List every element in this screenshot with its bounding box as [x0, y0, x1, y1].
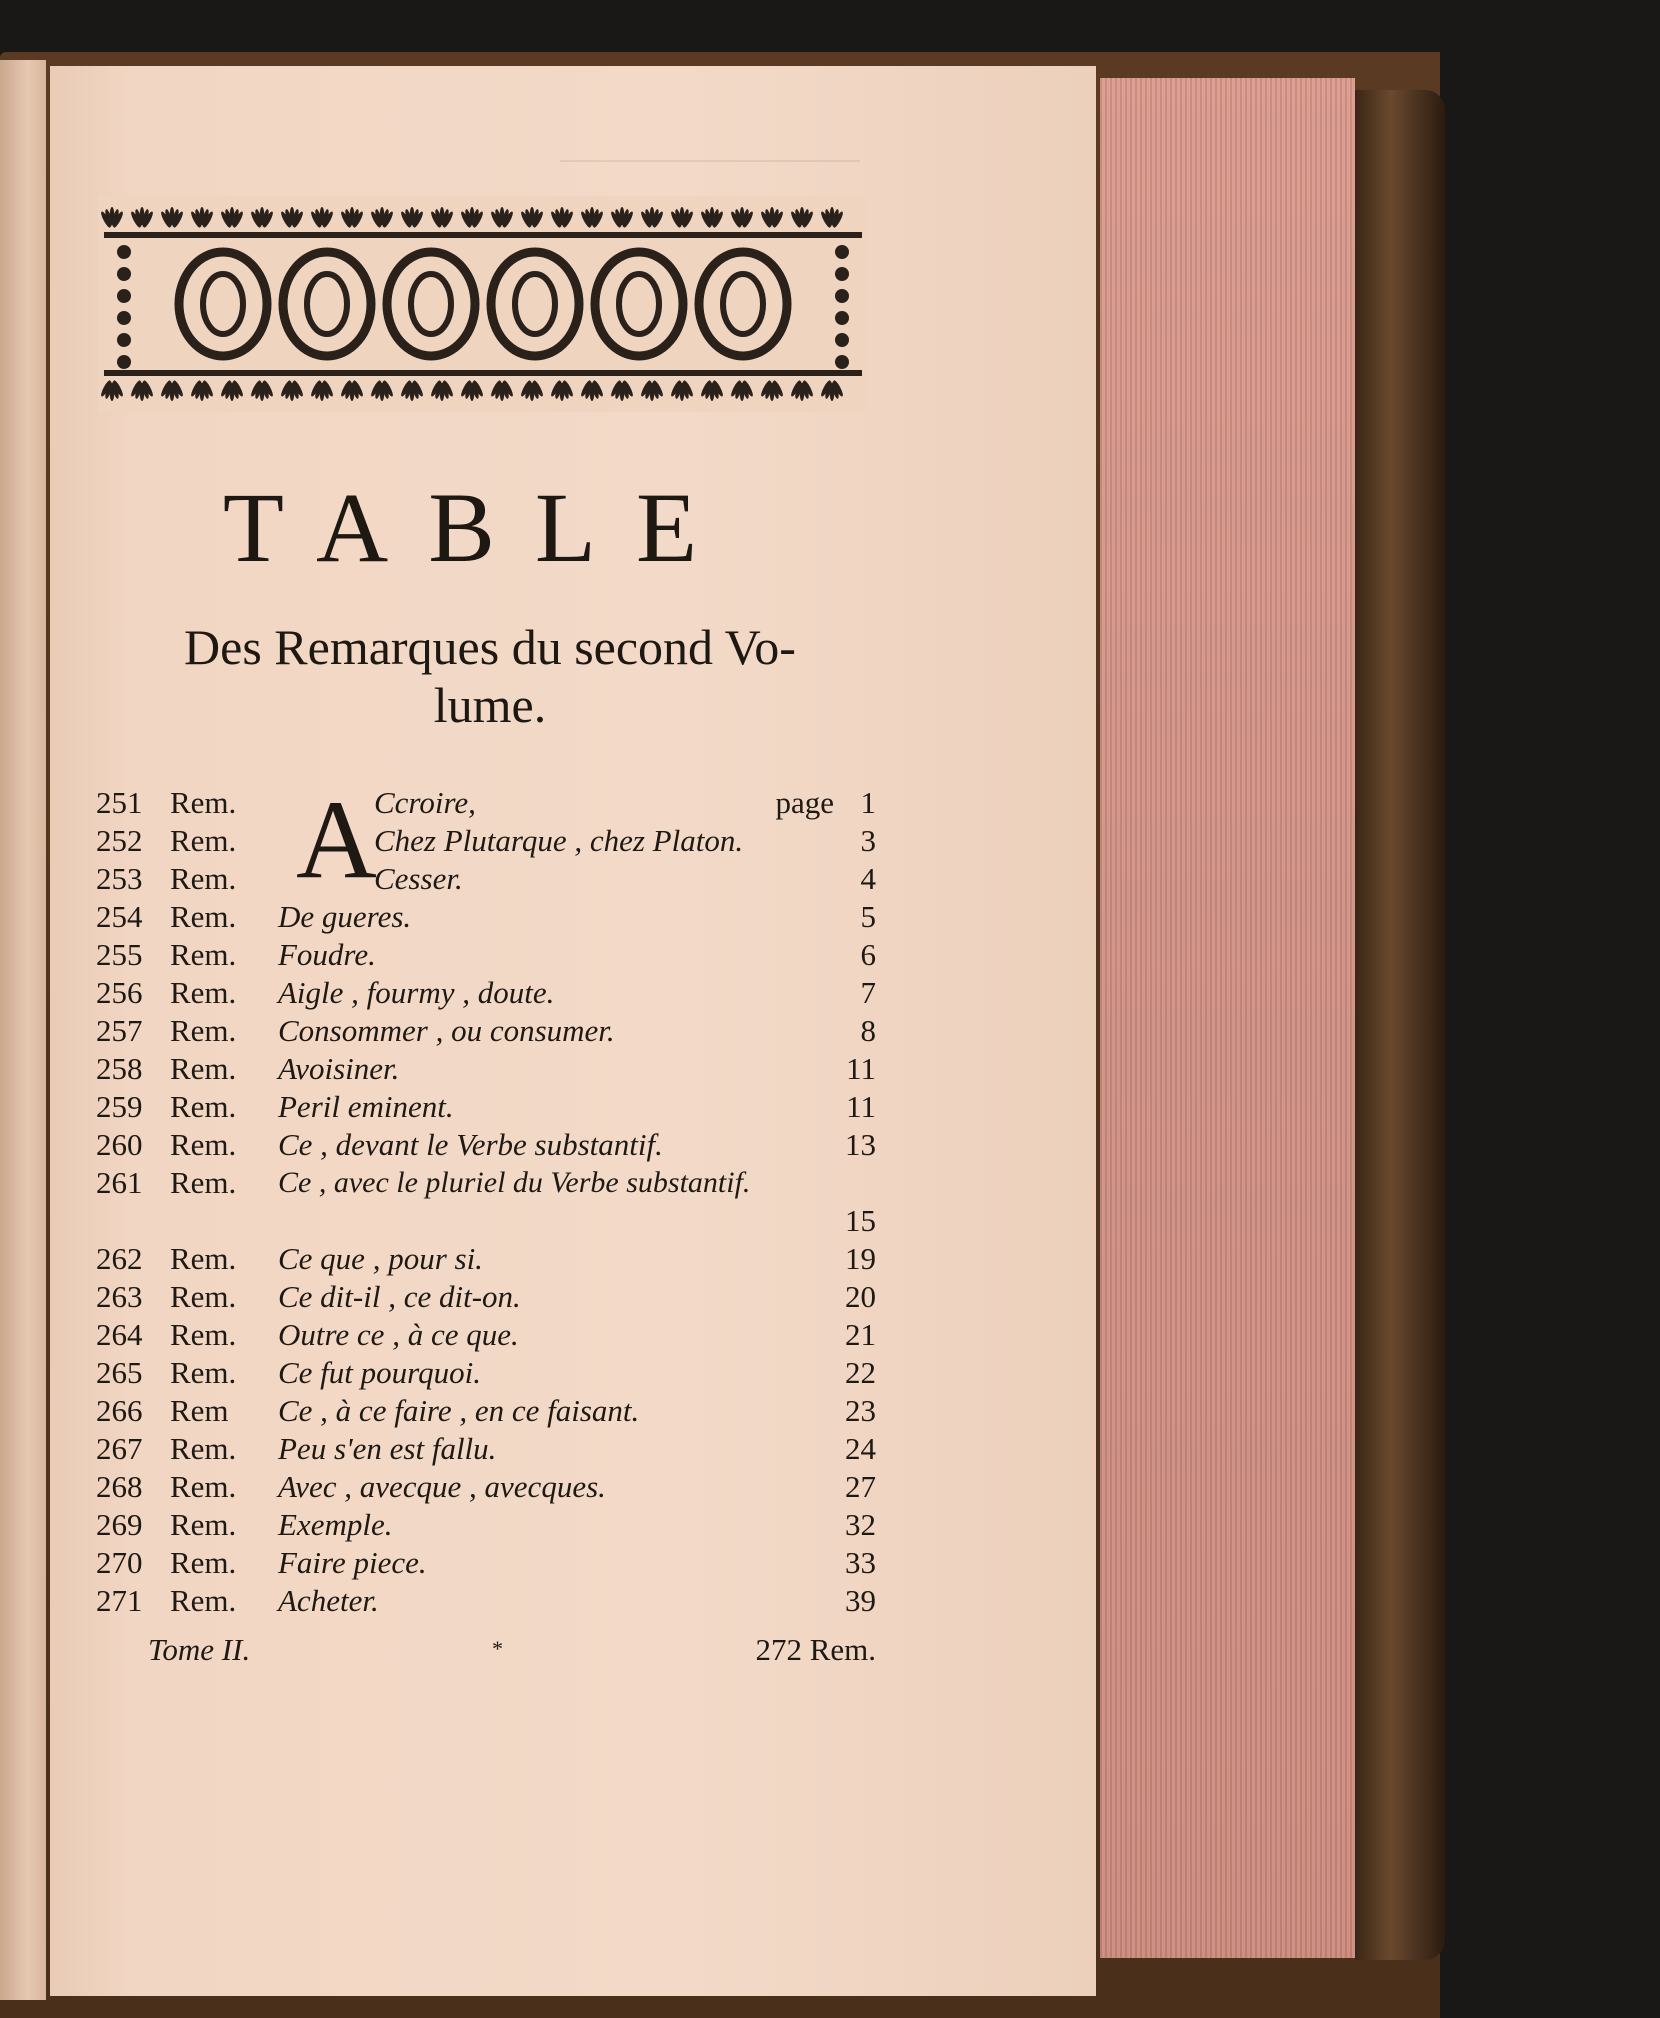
remark-number: 263	[96, 1279, 143, 1314]
remark-topic: Ce , avec le pluriel du Verbe substantif.	[278, 1166, 751, 1199]
remark-label: Rem.	[170, 1013, 237, 1048]
remark-number: 268	[96, 1469, 143, 1504]
remark-number: 258	[96, 1051, 143, 1086]
show-through-texture	[560, 140, 860, 162]
table-row	[96, 1392, 876, 1430]
remark-topic: Foudre.	[278, 937, 376, 972]
table-row	[96, 1088, 876, 1126]
remark-number: 262	[96, 1241, 143, 1276]
table-row	[96, 1278, 876, 1316]
page-number: 13	[845, 1127, 876, 1162]
page-number: 3	[860, 823, 876, 858]
page-number: 20	[845, 1279, 876, 1314]
remark-label: Rem.	[170, 937, 237, 972]
table-row	[96, 898, 876, 936]
remark-label: Rem.	[170, 1317, 237, 1352]
page-number: 22	[845, 1355, 876, 1390]
remark-number: 269	[96, 1507, 143, 1542]
cover-edge	[1355, 90, 1445, 1960]
page-number: 7	[860, 975, 876, 1010]
page-number: 39	[845, 1583, 876, 1618]
remark-number: 251	[96, 785, 143, 820]
table-row	[96, 1506, 876, 1544]
volume-label: Tome II.	[148, 1632, 251, 1667]
table-row	[96, 1012, 876, 1050]
page-block-edges	[1100, 78, 1355, 1958]
remark-topic: Avoisiner.	[278, 1051, 400, 1086]
remark-topic: Acheter.	[278, 1583, 379, 1618]
remark-label: Rem.	[170, 1431, 237, 1466]
table-row	[96, 1240, 876, 1278]
page-number: 23	[845, 1393, 876, 1428]
page-number: 32	[845, 1507, 876, 1542]
remark-topic: Ce fut pourquoi.	[278, 1355, 481, 1390]
page-number: 21	[845, 1317, 876, 1352]
remark-label: Rem.	[170, 899, 237, 934]
table-row	[96, 1050, 876, 1088]
table-row	[96, 936, 876, 974]
headpiece-ornament-svg	[98, 196, 868, 412]
remark-number: 260	[96, 1127, 143, 1162]
remark-label: Rem.	[170, 975, 237, 1010]
remark-label: Rem.	[170, 1127, 237, 1162]
remark-topic: Exemple.	[278, 1507, 393, 1542]
remark-number: 255	[96, 937, 143, 972]
page-footer	[100, 1632, 876, 1676]
table-row	[96, 1126, 876, 1164]
remark-number: 266	[96, 1393, 143, 1428]
remark-label: Rem.	[170, 1545, 237, 1580]
subtitle-line-1: Des Remarques du second Vo-	[184, 619, 796, 675]
remark-topic: Avec , avecque , avecques.	[278, 1469, 606, 1504]
remark-number: 265	[96, 1355, 143, 1390]
page-subtitle	[100, 618, 880, 734]
signature-mark: *	[492, 1636, 503, 1661]
table-row	[96, 784, 876, 822]
table-row	[96, 1354, 876, 1392]
remark-number: 267	[96, 1431, 143, 1466]
remark-topic: Faire piece.	[278, 1545, 427, 1580]
drop-cap: A	[296, 778, 377, 902]
page-number: 11	[846, 1051, 876, 1086]
remark-topic: Ccroire,	[374, 785, 476, 820]
subtitle-line-2: lume.	[433, 677, 547, 733]
table-row	[96, 1468, 876, 1506]
page-number: 6	[860, 937, 876, 972]
remark-topic: Aigle , fourmy , doute.	[278, 975, 555, 1010]
remark-topic: Chez Plutarque , chez Platon.	[374, 823, 744, 858]
remark-label: Rem.	[170, 1279, 237, 1314]
remark-topic: Outre ce , à ce que.	[278, 1317, 519, 1352]
page-number: 27	[845, 1469, 876, 1504]
remark-label: Rem.	[170, 1165, 237, 1200]
remark-label: Rem	[170, 1393, 229, 1428]
remark-topic: Ce dit-il , ce dit-on.	[278, 1279, 521, 1314]
remark-label: Rem.	[170, 1507, 237, 1542]
remark-label: Rem.	[170, 823, 237, 858]
remark-number: 253	[96, 861, 143, 896]
page-number: 19	[845, 1241, 876, 1276]
page-number: 4	[860, 861, 876, 896]
page-title: TABLE	[222, 472, 738, 583]
remark-label: Rem.	[170, 785, 237, 820]
remark-number: 252	[96, 823, 143, 858]
catchword: 272 Rem.	[755, 1632, 876, 1667]
page-number: 15	[845, 1203, 876, 1238]
remark-number: 264	[96, 1317, 143, 1352]
remark-label: Rem.	[170, 1089, 237, 1124]
remark-label: Rem.	[170, 1241, 237, 1276]
remark-label: Rem.	[170, 861, 237, 896]
remark-number: 257	[96, 1013, 143, 1048]
table-row	[96, 974, 876, 1012]
remark-label: Rem.	[170, 1469, 237, 1504]
page-number: 8	[860, 1013, 876, 1048]
remark-number: 256	[96, 975, 143, 1010]
remark-topic: Ce , devant le Verbe substantif.	[278, 1127, 663, 1162]
remark-number: 271	[96, 1583, 143, 1618]
remark-number: 270	[96, 1545, 143, 1580]
remark-label: Rem.	[170, 1051, 237, 1086]
remark-topic: Ce que , pour si.	[278, 1241, 483, 1276]
remark-label: Rem.	[170, 1583, 237, 1618]
table-row	[96, 1164, 876, 1238]
page-number: 11	[846, 1089, 876, 1124]
page-word: page	[775, 785, 834, 820]
table-row	[96, 1582, 876, 1620]
table-row	[96, 860, 876, 898]
page-number: 33	[845, 1545, 876, 1580]
remark-number: 254	[96, 899, 143, 934]
remark-topic: Peril eminent.	[278, 1089, 454, 1124]
remark-number: 261	[96, 1165, 143, 1200]
ornamental-headpiece	[98, 196, 868, 412]
table-row	[96, 822, 876, 860]
remark-topic: Consommer , ou consumer.	[278, 1013, 615, 1048]
table-row	[96, 1430, 876, 1468]
table-row	[96, 1316, 876, 1354]
left-page-sliver	[0, 60, 46, 2000]
page-number: 24	[845, 1431, 876, 1466]
remark-number: 259	[96, 1089, 143, 1124]
table-row	[96, 1544, 876, 1582]
remark-topic: Cesser.	[374, 861, 463, 896]
remark-topic: Ce , à ce faire , en ce faisant.	[278, 1393, 640, 1428]
remark-label: Rem.	[170, 1355, 237, 1390]
remark-topic: De gueres.	[278, 899, 412, 934]
remark-topic: Peu s'en est fallu.	[278, 1431, 497, 1466]
page-number: 1	[860, 785, 876, 820]
page-number: 5	[860, 899, 876, 934]
